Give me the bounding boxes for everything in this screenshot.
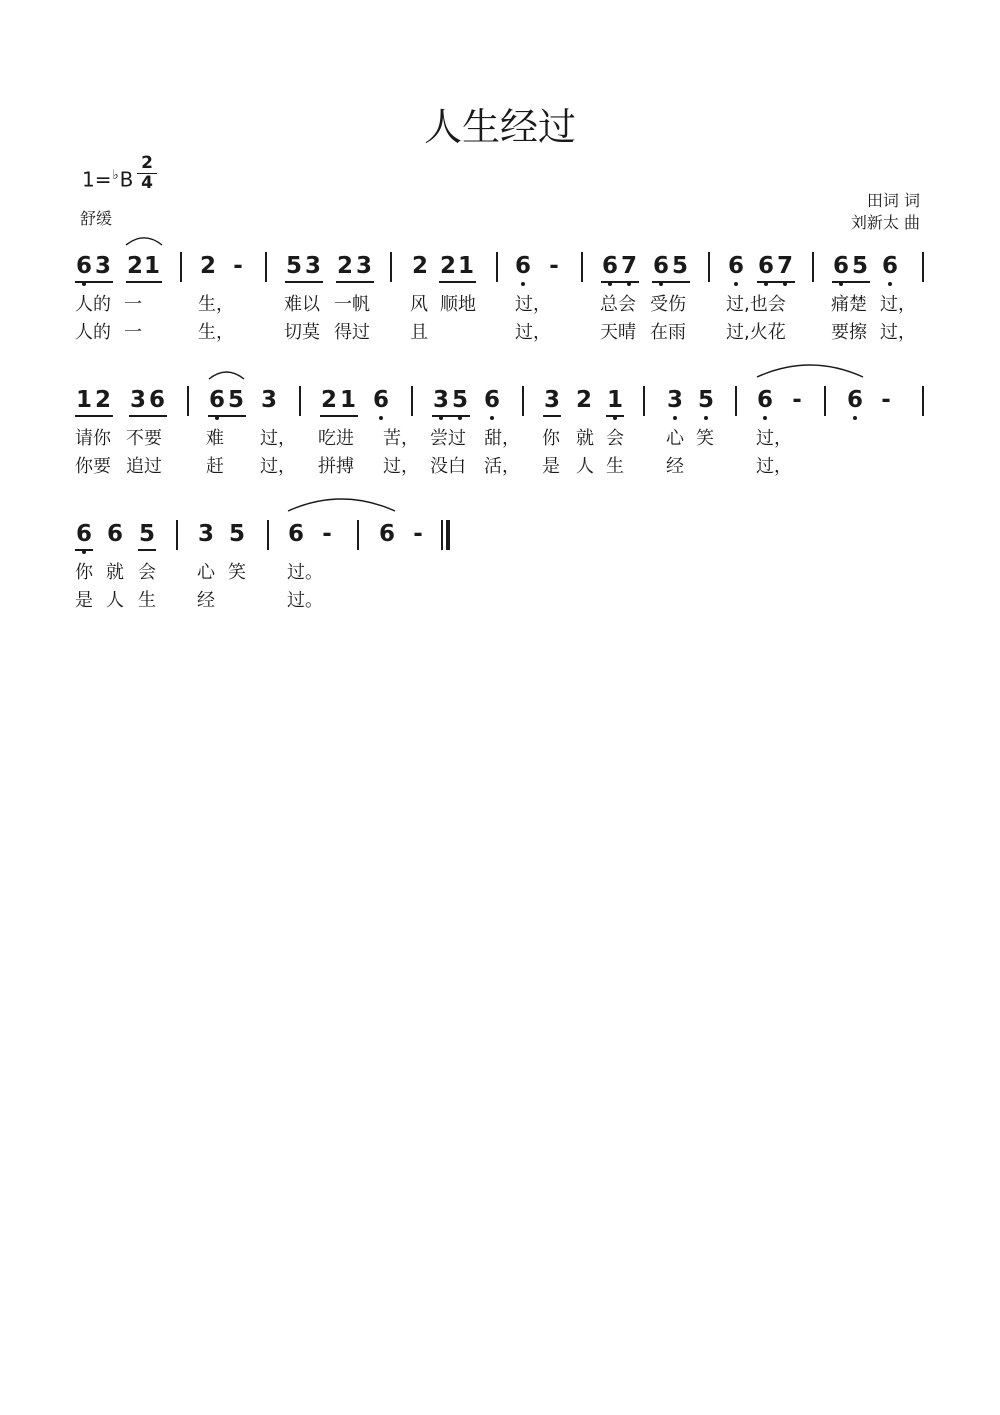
note: 3	[304, 253, 321, 279]
note: 2	[411, 253, 428, 279]
note: 6	[372, 387, 390, 413]
note: 6	[287, 521, 304, 547]
lyric-verse1: 过，	[515, 294, 551, 315]
lyric-verse1: 笑	[228, 562, 246, 583]
eighth-underline	[129, 415, 167, 417]
note: 5	[851, 253, 868, 279]
note: 6	[208, 387, 226, 413]
time-denominator: 4	[137, 173, 157, 193]
lyric-verse1: 生，	[198, 294, 234, 315]
note: 6	[106, 521, 123, 547]
lyric-verse2: 人	[106, 590, 124, 611]
bar-line	[411, 386, 413, 416]
lyric-verse2: 经	[666, 456, 684, 477]
lyric-verse1: 过，	[880, 294, 916, 315]
lyric-verse2: 一	[124, 322, 142, 343]
lyric-verse1: 过,也会	[726, 294, 786, 315]
lyric-verse1: 顺地	[440, 294, 476, 315]
note: 5	[228, 521, 245, 547]
key-note: B	[119, 167, 134, 192]
eighth-underline	[138, 549, 156, 551]
note: 6	[601, 253, 619, 279]
lyric-verse1: 过。	[287, 562, 323, 583]
lyric-verse2: 人的	[75, 322, 111, 343]
eighth-underline	[439, 281, 476, 283]
bar-line	[180, 252, 182, 282]
lyric-verse2: 过。	[287, 590, 323, 611]
lyric-verse2: 过，	[515, 322, 551, 343]
lyric-verse2: 活，	[484, 456, 520, 477]
note: 2	[439, 253, 456, 279]
final-bar-thin	[441, 520, 443, 550]
note: 5	[697, 387, 715, 413]
lower-octave-dot	[888, 282, 892, 286]
note: 1	[457, 253, 474, 279]
lower-octave-dot	[521, 282, 525, 286]
note: 3	[94, 253, 111, 279]
bar-line	[496, 252, 498, 282]
note: -	[881, 387, 891, 413]
lower-octave-dot	[704, 416, 708, 420]
lyric-verse2: 过，	[260, 456, 296, 477]
note: 1	[339, 387, 356, 413]
lyric-verse1: 痛楚	[831, 294, 867, 315]
bar-line	[643, 386, 645, 416]
flat-symbol: ♭	[112, 168, 119, 183]
tie-arc	[757, 365, 863, 377]
note: 6	[832, 253, 850, 279]
lyric-verse2: 是	[75, 590, 93, 611]
note: 6	[483, 387, 501, 413]
note: 6	[75, 521, 93, 547]
lower-octave-dot	[763, 416, 767, 420]
lyric-verse1: 你	[542, 428, 560, 449]
eighth-underline	[543, 415, 561, 417]
eighth-underline	[606, 415, 624, 417]
lyric-verse1: 你	[75, 562, 93, 583]
lyric-verse2: 天晴	[600, 322, 636, 343]
lyric-verse1: 一	[124, 294, 142, 315]
time-numerator: 2	[141, 153, 153, 173]
lyric-verse1: 人的	[75, 294, 111, 315]
lyric-verse1: 心	[666, 428, 684, 449]
lyric-verse2: 过，	[756, 456, 792, 477]
bar-line	[267, 520, 269, 550]
eighth-underline	[832, 281, 870, 283]
lyric-verse1: 受伤	[650, 294, 686, 315]
note: 7	[776, 253, 794, 279]
lower-octave-dot	[734, 282, 738, 286]
bar-line	[824, 386, 826, 416]
lyric-verse2: 得过	[334, 322, 370, 343]
note: 3	[432, 387, 450, 413]
tie-arc	[126, 238, 162, 245]
note: 3	[543, 387, 560, 413]
lyric-verse1: 难	[206, 428, 224, 449]
note: 5	[138, 521, 155, 547]
lyric-verse1: 就	[106, 562, 124, 583]
lyric-verse1: 请你	[75, 428, 111, 449]
lyric-verse1: 甜，	[484, 428, 520, 449]
lyric-verse2: 要擦	[831, 322, 867, 343]
note: 1	[75, 387, 92, 413]
lower-octave-dot	[673, 416, 677, 420]
eighth-underline	[432, 415, 470, 417]
composer-credit: 刘新太 曲	[850, 213, 920, 232]
lyric-verse1: 会	[606, 428, 624, 449]
bar-line	[812, 252, 814, 282]
bar-line	[357, 520, 359, 550]
lyric-verse1: 苦，	[383, 428, 419, 449]
lyric-verse1: 会	[138, 562, 156, 583]
lyric-verse1: 风	[410, 294, 428, 315]
eighth-underline	[320, 415, 358, 417]
note: -	[233, 253, 243, 279]
note: 3	[260, 387, 277, 413]
bar-line	[522, 386, 524, 416]
note: 6	[652, 253, 670, 279]
note: 2	[336, 253, 353, 279]
lyric-verse2: 过，	[383, 456, 419, 477]
lyric-verse2: 是	[542, 456, 560, 477]
note: 3	[355, 253, 372, 279]
song-title: 人生经过	[423, 105, 576, 149]
note: -	[322, 521, 332, 547]
tie-arc	[209, 372, 244, 379]
note: 3	[129, 387, 146, 413]
lower-octave-dot	[853, 416, 857, 420]
note: 2	[199, 253, 216, 279]
lyricist-credit: 田词 词	[866, 191, 920, 210]
lyric-verse2: 拼搏	[318, 456, 354, 477]
eighth-underline	[75, 415, 113, 417]
lyric-verse1: 过，	[260, 428, 296, 449]
note: 6	[846, 387, 864, 413]
lyric-verse2: 且	[410, 322, 428, 343]
lyric-verse2: 生	[606, 456, 624, 477]
lyric-verse2: 没白	[430, 456, 466, 477]
bar-line	[265, 252, 267, 282]
lyric-verse2: 生	[138, 590, 156, 611]
bar-line	[922, 386, 924, 416]
lower-octave-dot	[490, 416, 494, 420]
note: 6	[378, 521, 395, 547]
note: 6	[148, 387, 165, 413]
note: 7	[620, 253, 638, 279]
bar-line	[708, 252, 710, 282]
note: -	[413, 521, 423, 547]
lyric-verse1: 不要	[126, 428, 162, 449]
lyric-verse2: 在雨	[650, 322, 686, 343]
note: 2	[320, 387, 337, 413]
eighth-underline	[757, 281, 795, 283]
eighth-underline	[336, 281, 374, 283]
bar-line	[299, 386, 301, 416]
eighth-underline	[126, 281, 162, 283]
note: 5	[227, 387, 244, 413]
eighth-underline	[208, 415, 246, 417]
note: -	[549, 253, 559, 279]
note: -	[792, 387, 802, 413]
lyric-verse2: 追过	[126, 456, 162, 477]
lyric-verse2: 过，	[880, 322, 916, 343]
note: 2	[94, 387, 111, 413]
note: 5	[285, 253, 302, 279]
lyric-verse1: 总会	[600, 294, 636, 315]
lyric-verse1: 吃进	[318, 428, 354, 449]
lyric-verse2: 赶	[206, 456, 224, 477]
lyric-verse1: 一帆	[334, 294, 370, 315]
note: 1	[143, 253, 160, 279]
note: 6	[727, 253, 745, 279]
key-prefix: 1=	[82, 167, 112, 192]
lyric-verse1: 难以	[284, 294, 320, 315]
note: 6	[756, 387, 774, 413]
lyric-verse1: 过，	[756, 428, 792, 449]
note: 6	[757, 253, 775, 279]
eighth-underline	[601, 281, 639, 283]
bar-line	[922, 252, 924, 282]
note: 2	[575, 387, 592, 413]
note: 5	[451, 387, 469, 413]
lyric-verse2: 经	[197, 590, 215, 611]
lyric-verse1: 就	[576, 428, 594, 449]
bar-line	[581, 252, 583, 282]
lyric-verse2: 生，	[198, 322, 234, 343]
lyric-verse1: 心	[197, 562, 215, 583]
note: 6	[514, 253, 532, 279]
note: 3	[666, 387, 684, 413]
bar-line	[390, 252, 392, 282]
lyric-verse2: 过,火花	[726, 322, 786, 343]
eighth-underline	[75, 281, 113, 283]
eighth-underline	[652, 281, 690, 283]
bar-line	[735, 386, 737, 416]
note: 5	[671, 253, 688, 279]
eighth-underline	[75, 549, 93, 551]
tempo-marking: 舒缓	[80, 209, 113, 228]
lyric-verse2: 你要	[75, 456, 111, 477]
bar-line	[176, 520, 178, 550]
note: 2	[126, 253, 143, 279]
note: 1	[606, 387, 624, 413]
lyric-verse2: 人	[576, 456, 594, 477]
lyric-verse1: 笑	[696, 428, 714, 449]
lyric-verse2: 切莫	[284, 322, 320, 343]
final-bar-thick	[446, 520, 450, 550]
lyric-verse1: 尝过	[430, 428, 466, 449]
bar-line	[187, 386, 189, 416]
note: 6	[881, 253, 899, 279]
note: 6	[75, 253, 93, 279]
lower-octave-dot	[379, 416, 383, 420]
eighth-underline	[285, 281, 323, 283]
note: 3	[197, 521, 214, 547]
tie-arc	[288, 499, 395, 511]
